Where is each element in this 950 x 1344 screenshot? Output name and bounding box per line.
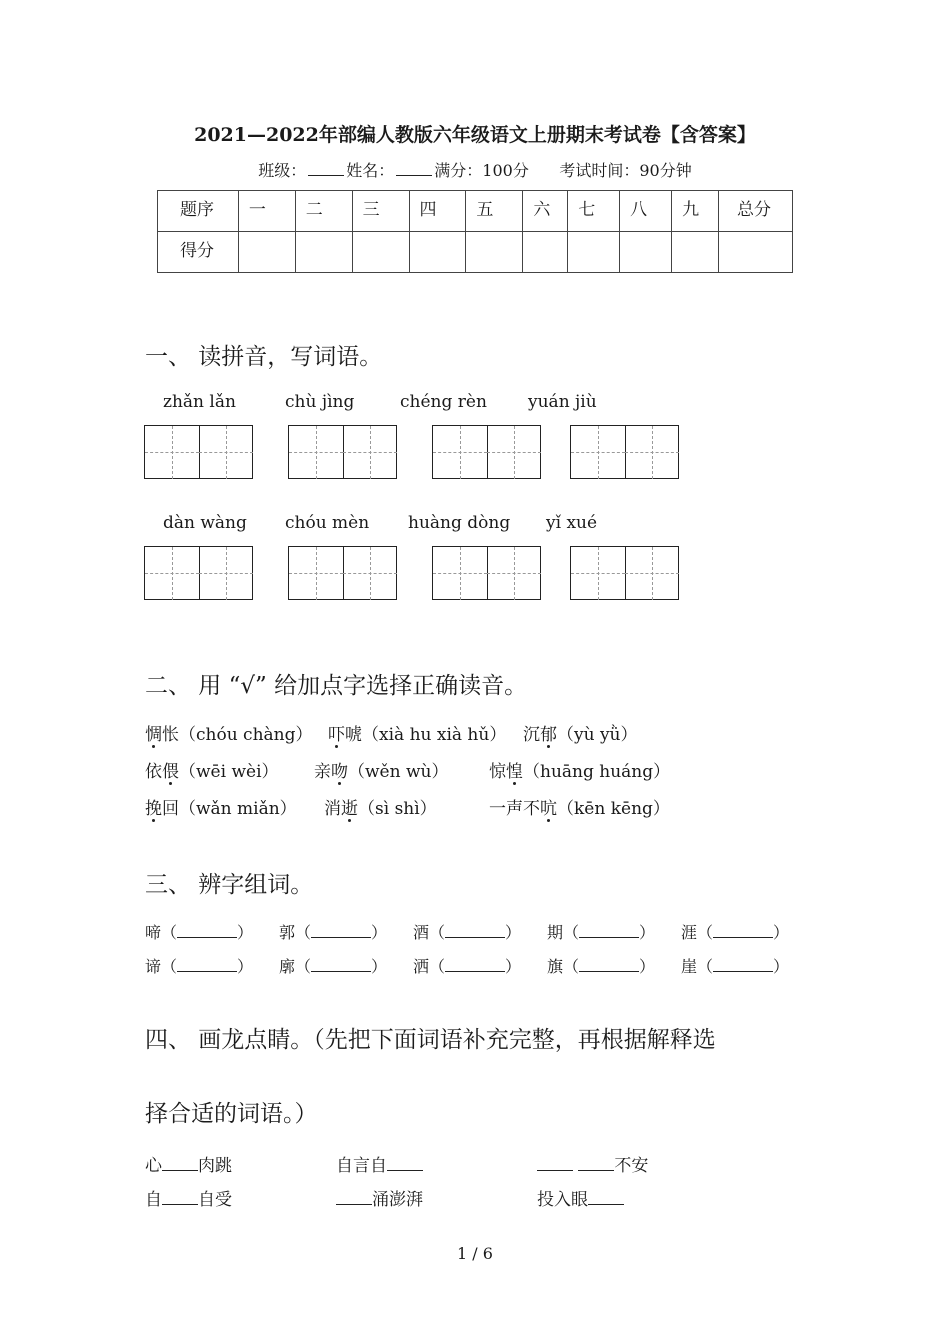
score-table-header-row [158,191,793,232]
reading-item[interactable]: 挽回（wǎn miǎn） [145,794,297,819]
idiom-item[interactable]: 自言自 [336,1151,423,1176]
word-blank-item[interactable]: 酒（ ） [413,923,522,942]
reading-item[interactable]: 亲吻（wěn wù） [314,757,448,782]
pinyin-label: chéng rèn [400,392,487,412]
word-blank-item[interactable]: 旗（ ） [547,957,656,976]
dotted-char: 吻 [331,757,348,782]
table-cell: 四 [409,191,466,232]
score-cell[interactable] [672,232,719,273]
score-cell[interactable] [466,232,523,273]
score-table-score-row [158,232,793,273]
word-blank-item[interactable]: 期（ ） [547,923,656,942]
idiom-item[interactable]: 自 自受 [145,1190,232,1210]
dotted-char: 偎 [162,757,179,782]
word-blank-item[interactable]: 谛（ ） [145,957,254,976]
score-cell[interactable] [568,232,620,273]
section4-heading: 四、 画龙点睛。（先把下面词语补充完整，再根据解释选 [145,1027,716,1053]
table-cell: 一 [238,191,295,232]
reading-item[interactable]: 吓唬（xià hu xià hǔ） [328,720,506,745]
pinyin-label: zhǎn lǎn [163,392,236,412]
word-blank-item[interactable]: 啼（ ） [145,923,254,942]
name-blank [396,161,432,176]
table-cell: 总分 [719,191,793,232]
page-number: 1 / 6 [457,1244,493,1263]
pinyin-label: huàng dòng [408,513,511,533]
section4-heading-cont: 择合适的词语。） [145,1101,318,1127]
pinyin-label: yǐ xué [546,513,598,533]
word-blank-item[interactable]: 郭（ ） [279,923,388,942]
score-cell[interactable] [523,232,568,273]
pinyin-label: dàn wàng [163,513,247,533]
score-cell[interactable] [409,232,466,273]
table-cell: 六 [523,191,568,232]
reading-item[interactable]: 惆怅（chóu chàng） [145,720,313,745]
score-cell[interactable] [719,232,793,273]
idiom-item[interactable]: 不安 [537,1151,648,1176]
score-cell[interactable] [295,232,352,273]
dotted-char: 惶 [506,757,523,782]
reading-item[interactable]: 惊惶（huāng huáng） [489,757,670,782]
exam-time: 考试时间：90分钟 [559,161,692,180]
word-blank-item[interactable]: 廓（ ） [279,957,388,976]
idiom-item[interactable]: 涌澎湃 [336,1185,423,1210]
name-label: 姓名： [346,161,395,180]
score-cell[interactable] [238,232,295,273]
word-blank-item[interactable]: 崖（ ） [681,957,790,976]
table-cell: 二 [295,191,352,232]
score-cell[interactable] [620,232,672,273]
reading-item[interactable]: 依偎（wēi wèi） [145,757,279,782]
section3-heading: 三、 辨字组词。 [145,872,314,898]
pinyin-label: yuán jiù [528,392,597,412]
exam-info-line [0,158,950,181]
idiom-item[interactable]: 心 肉跳 [145,1156,232,1176]
dotted-char: 逝 [341,794,358,819]
pinyin-label: chóu mèn [285,513,370,533]
table-cell: 七 [568,191,620,232]
writing-grid[interactable] [288,425,397,479]
word-blank-item[interactable]: 涯（ ） [681,923,790,942]
word-blank-item[interactable]: 洒（ ） [413,957,522,976]
writing-grid[interactable] [288,546,397,600]
writing-grid[interactable] [432,546,541,600]
table-cell: 题序 [158,191,239,232]
page-title: 2021—2022年部编人教版六年级语文上册期末考试卷【含答案】 [194,124,756,146]
dotted-char: 郁 [540,720,557,745]
class-label: 班级： [258,161,307,180]
writing-grid[interactable] [570,425,679,479]
pinyin-label: chù jìng [285,392,355,412]
reading-item[interactable]: 消逝（sì shì） [324,794,437,819]
class-blank [308,161,344,176]
table-cell: 三 [352,191,409,232]
dotted-char: 吭 [540,794,557,819]
score-cell[interactable] [352,232,409,273]
section1-heading: 一、 读拼音，写词语。 [145,344,383,370]
dotted-char: 挽 [145,794,162,819]
table-cell: 八 [620,191,672,232]
writing-grid[interactable] [432,425,541,479]
dotted-char: 吓 [328,720,345,745]
table-cell: 五 [466,191,523,232]
score-table [157,190,793,273]
idiom-item[interactable]: 投入眼 [537,1185,624,1210]
reading-item[interactable]: 沉郁（yù yǜ） [523,720,638,745]
full-score: 满分：100分 [434,161,529,180]
writing-grid[interactable] [570,546,679,600]
reading-item[interactable]: 一声不吭（kēn kēng） [489,794,670,819]
section2-heading: 二、 用 “√” 给加点字选择正确读音。 [145,673,528,699]
table-cell: 得分 [158,232,239,273]
table-cell: 九 [672,191,719,232]
dotted-char: 惆 [145,720,162,745]
writing-grid[interactable] [144,546,253,600]
writing-grid[interactable] [144,425,253,479]
